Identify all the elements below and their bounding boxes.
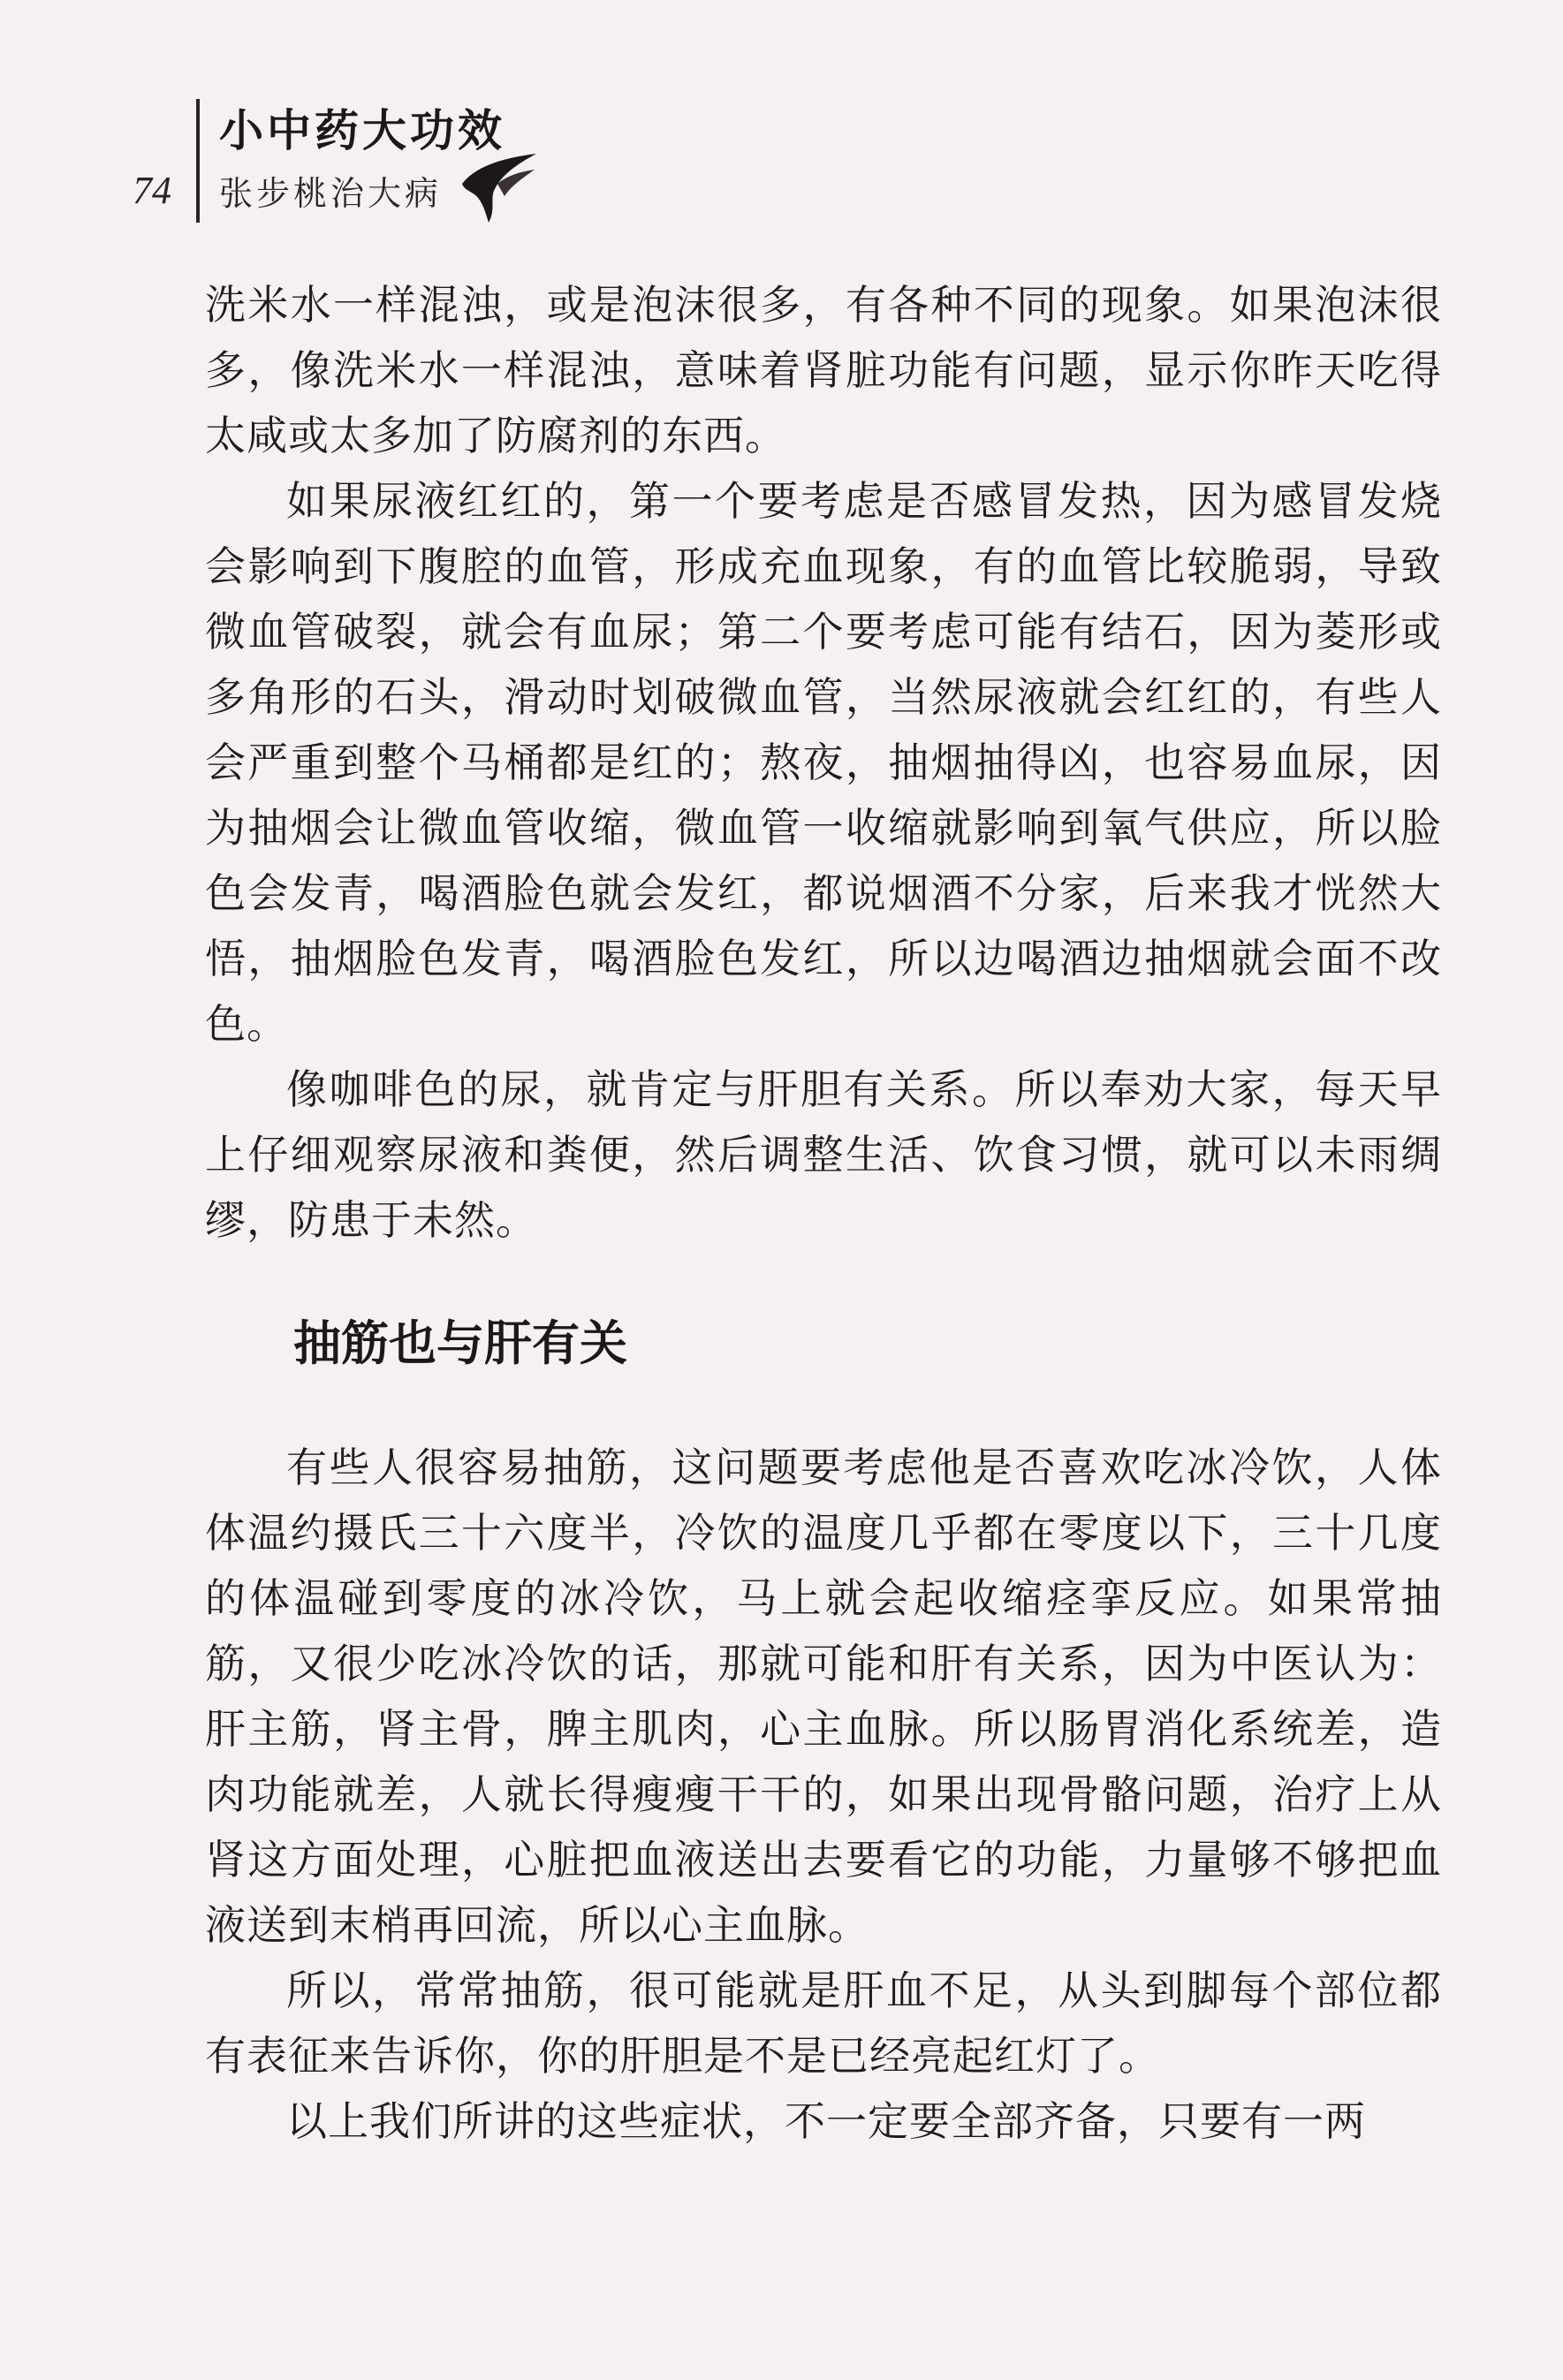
book-title: 小中药大功效 bbox=[219, 105, 505, 156]
paragraph: 洗米水一样混浊，或是泡沫很多，有各种不同的现象。如果泡沫很多，像洗米水一样混浊，意味着肾脏功能有问题，显示你昨天吃得太咸或太多加了防腐剂的东西。 bbox=[205, 281, 1442, 459]
paragraph: 有些人很容易抽筋，这问题要考虑他是否喜欢吃冰冷饮，人体体温约摄氏三十六度半，冷饮的温度几乎都在零度以下，三十几度的体温碰到零度的冰冷饮，马上就会起收缩痉挛反应。如果常抽筋，又很少吃冰冷饮的话，那就可能和肝有关系，因为中医认为：肝主筋，肾主骨，脾主肌肉，心主血脉。所以肠胃消化系统差，造肉功能就差，人就长得瘦瘦干干的，如果出现骨骼问题，治疗上从肾这方面处理，心脏把血液送出去要看它的功能，力量够不够把血液送到末梢再回流，所以心主血脉。 bbox=[205, 1444, 1442, 1949]
page-number: 74 bbox=[133, 169, 171, 212]
section-heading: 抽筋也与肝有关 bbox=[293, 1315, 627, 1371]
page-content bbox=[205, 272, 1442, 2154]
brush-stroke-icon bbox=[455, 148, 543, 228]
paragraph: 所以，常常抽筋，很可能就是肝血不足，从头到脚每个部位都有表征来告诉你，你的肝胆是不是已经亮起红灯了。 bbox=[205, 1967, 1442, 2080]
header-divider bbox=[196, 99, 200, 223]
paragraph: 像咖啡色的尿，就肯定与肝胆有关系。所以奉劝大家，每天早上仔细观察尿液和粪便，然后调整生活、饮食习惯，就可以未雨绸缪，防患于未然。 bbox=[205, 1065, 1442, 1244]
book-subtitle: 张步桃治大病 bbox=[219, 174, 443, 213]
paragraph: 如果尿液红红的，第一个要考虑是否感冒发热，因为感冒发烧会影响到下腹腔的血管，形成充血现象，有的血管比较脆弱，导致微血管破裂，就会有血尿；第二个要考虑可能有结石，因为菱形或多角形的石头，滑动时划破微血管，当然尿液就会红红的，有些人会严重到整个马桶都是红的；熬夜，抽烟抽得凶，也容易血尿，因为抽烟会让微血管收缩，微血管一收缩就影响到氧气供应，所以脸色会发青，喝酒脸色就会发红，都说烟酒不分家，后来我才恍然大悟，抽烟脸色发青，喝酒脸色发红，所以边喝酒边抽烟就会面不改色。 bbox=[205, 477, 1442, 1048]
paragraph: 以上我们所讲的这些症状，不一定要全部齐备，只要有一两 bbox=[286, 2097, 1366, 2145]
